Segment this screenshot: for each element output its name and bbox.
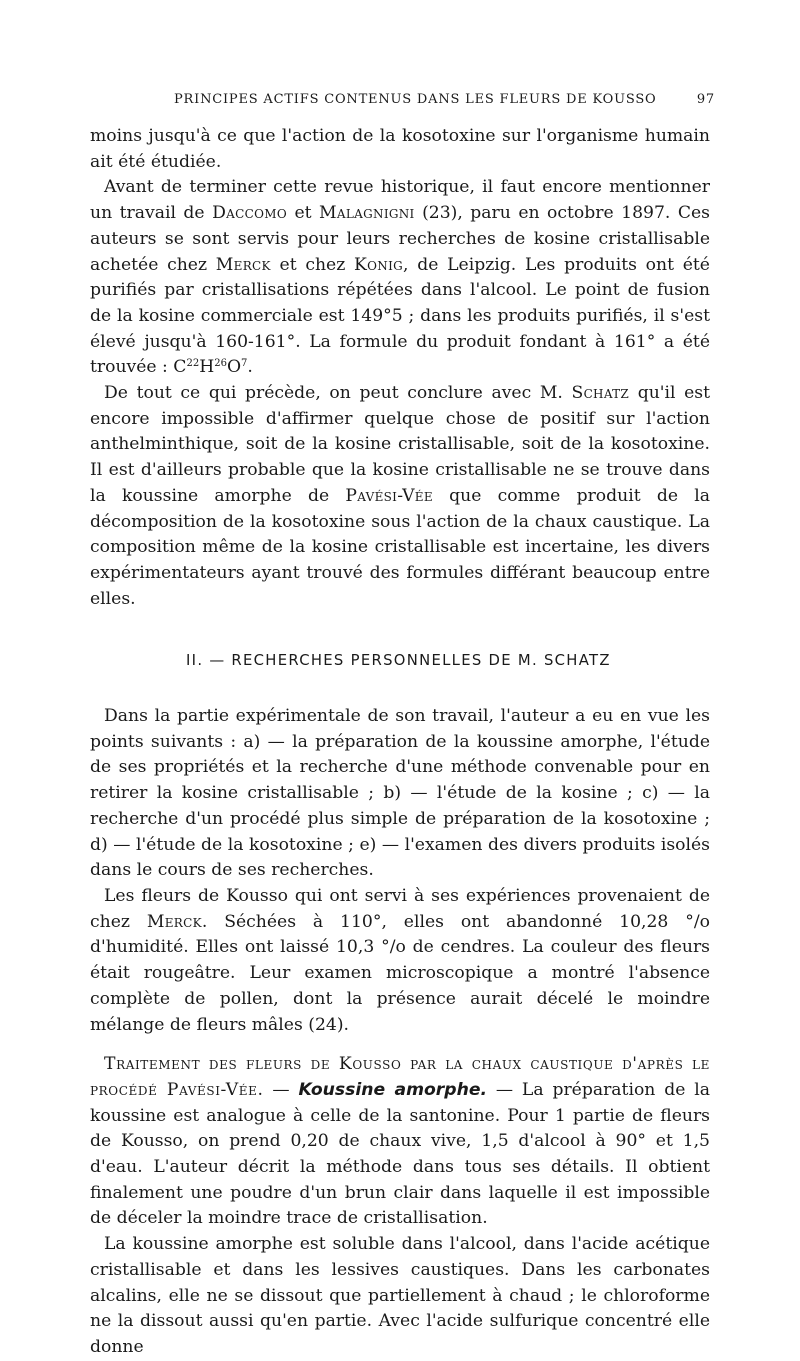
author-name: Schatz xyxy=(571,383,630,404)
paragraph-2: Avant de terminer cette revue historique, il faut encore mentionner un travail de Daccomo et Malagnigni (23), paru en octobre 1897. Ces auteurs se sont servis pour leurs recherches de kosine cristallisable achetée chez Merck et chez Konig, de Leipzig. Les produits ont été purifiés par cristallisations répétées dans l'alcool. Le point de fusion de la kosine commerciale est 149°5 ; dans les produits purifiés, il s'est élevé jusqu'à 160-161°. La formule du produit fondant à 161° a été trouvée : $C^{22}H^{26}O^7$. xyxy=(90,177,710,378)
paragraph-6: Traitement des fleurs de Kousso par la chaux caustique d'après le procédé Pavési-Vée. — Koussine amorphe. — La préparation de la koussine est analogue à celle de la santonine. Pour 1 partie de fleurs de Kousso, on prend 0,20 de chaux vive, 1,5 d'alcool à 90° et 1,5 d'eau. L'auteur décrit la méthode dans tous ses détails. Il obtient finalement une poudre d'un brun clair dans laquelle il est impossible de déceler la moindre trace de cristallisation. xyxy=(90,1054,711,1229)
paragraph-5: Les fleurs de Kousso qui ont servi à ses expériences provenaient de chez Merck. Séchées à 110°, elles ont abandonné 10,28 °/o d'humidité. Elles ont laissé 10,3 °/o de cendres. La couleur des fleurs était rougeâtre. Leur examen microscopique a montré l'absence complète de pollen, dont la présence aurait décelé le moindre mélange de fleurs mâles (24). xyxy=(90,885,710,1035)
supplier-name: Konig xyxy=(354,254,404,275)
running-title: PRINCIPES ACTIFS CONTENUS DANS LES FLEURS DE KOUSSO xyxy=(174,92,657,107)
author-name: Pavési-Vée xyxy=(345,485,433,506)
page-number: 97 xyxy=(696,92,715,107)
subsection-title: Koussine amorphe. xyxy=(298,1079,488,1100)
paragraph-1: moins jusqu'à ce que l'action de la kosotoxine sur l'organisme humain ait été étudiée. xyxy=(90,126,710,172)
paragraph-3: De tout ce qui précède, on peut conclure avec M. Schatz qu'il est encore impossible d'affirmer quelque chose de positif sur l'action anthelminthique, soit de la kosine cristallisable, soit de la kosotoxine. Il est d'ailleurs probable que la kosine cristallisable ne se trouve dans la koussine amorphe de Pavési-Vée que comme produit de la décomposition de la kosotoxine sous l'action de la chaux caustique. La composition même de la kosine cristallisable est incertaine, les divers expérimentateurs ayant trouvé des formules différant beaucoup entre elles. xyxy=(90,383,710,609)
author-name: Malagnigni xyxy=(319,203,415,224)
subsection-lead: Traitement des fleurs de Kousso par la chaux caustique d'après le procédé Pavési-Vée. xyxy=(90,1054,710,1100)
supplier-name: Merck xyxy=(146,911,202,932)
author-name: Daccomo xyxy=(212,203,287,224)
paragraph-7: La koussine amorphe est soluble dans l'alcool, dans l'acide acétique cristallisable et dans les lessives caustiques. Dans les carbonates alcalins, elle ne se dissout que partiellement à chaud ; le chloroforme ne la dissout aussi qu'en partie. Avec l'acide sulfurique concentré elle donne xyxy=(90,1234,710,1357)
paragraph-4: Dans la partie expérimentale de son travail, l'auteur a eu en vue les points suivants : a) — la préparation de la koussine amorphe, l'étude de ses propriétés et la recherche d'une méthode convenable pour en retirer la kosine cristallisable ; b) — l'étude de la kosine ; c) — la recherche d'un procédé plus simple de préparation de la kosotoxine ; d) — l'étude de la kosotoxine ; e) — l'examen des divers produits isolés dans le cours de ses recherches. xyxy=(90,706,710,881)
page-body xyxy=(90,124,710,1361)
supplier-name: Merck xyxy=(215,254,271,275)
section-heading: II. — RECHERCHES PERSONNELLES DE M. SCHATZ xyxy=(186,652,611,670)
